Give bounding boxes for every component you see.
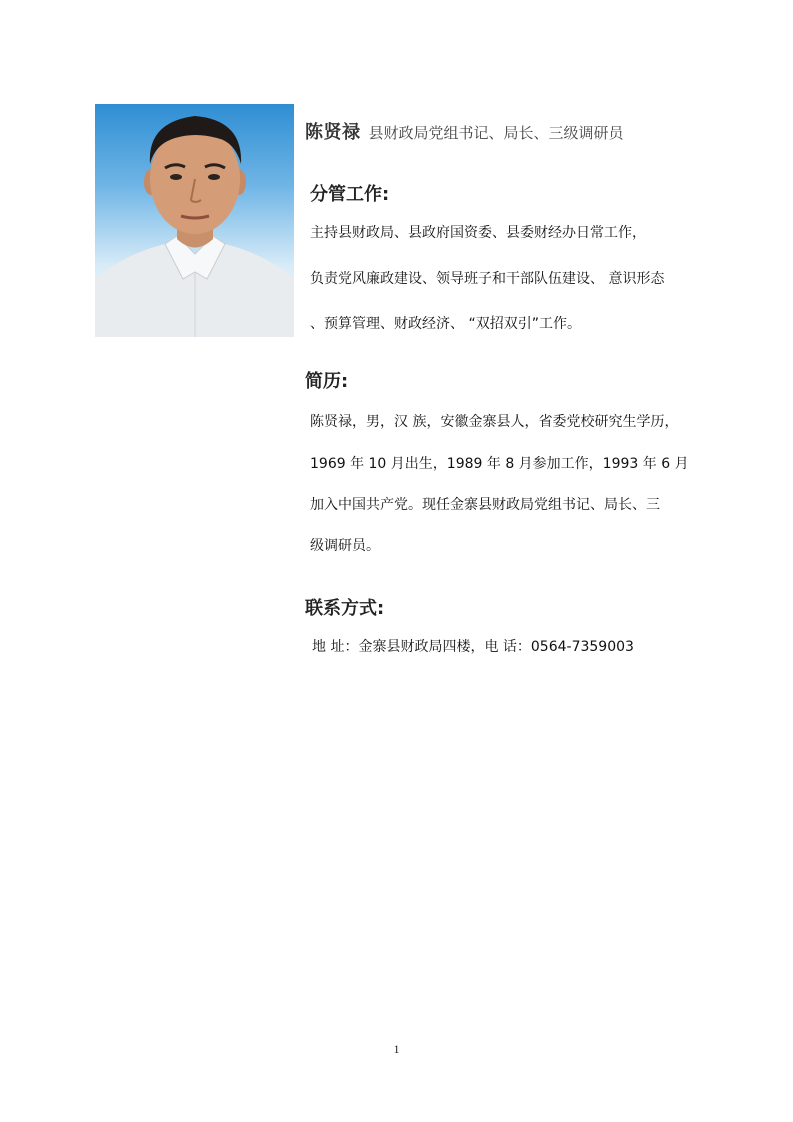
duties-line: 、预算管理、财政经济、 “双招双引”工作。: [310, 316, 581, 332]
portrait-photo: [95, 104, 294, 337]
contact-line: 地 址：金寨县财政局四楼，电 话：0564-7359003: [312, 639, 634, 655]
person-name: 陈贤禄: [305, 122, 361, 143]
duties-line: 负责党风廉政建设、领导班子和干部队伍建设、 意识形态: [310, 271, 665, 287]
page-number: 1: [393, 1042, 400, 1056]
resume-line: 级调研员。: [310, 538, 380, 554]
resume-heading: 简历:: [305, 371, 349, 392]
resume-line: 加入中国共产党。现任金寨县财政局党组书记、局长、三: [310, 497, 660, 513]
header: [305, 118, 624, 144]
contact-heading: 联系方式:: [305, 598, 385, 619]
resume-line: 陈贤禄，男，汉 族，安徽金寨县人，省委党校研究生学历，: [310, 414, 679, 430]
duties-line: 主持县财政局、县政府国资委、县委财经办日常工作，: [310, 225, 646, 241]
duties-heading: 分管工作:: [310, 184, 390, 205]
resume-line: 1969 年 10 月出生，1989 年 8 月参加工作，1993 年 6 月: [310, 456, 689, 472]
portrait-illustration: [95, 104, 294, 337]
person-title: 县财政局党组书记、局长、三级调研员: [368, 124, 624, 142]
